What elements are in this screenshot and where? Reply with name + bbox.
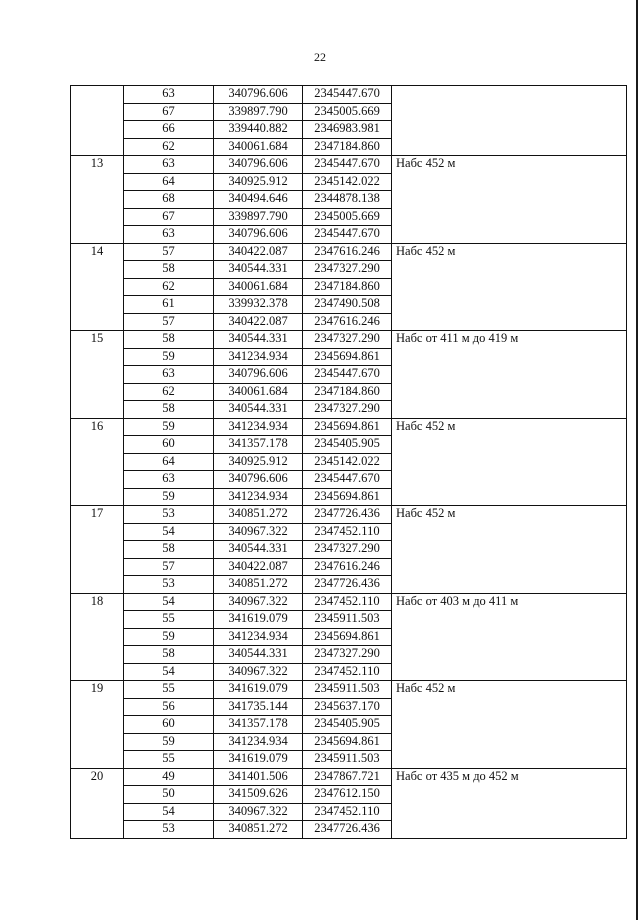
x-coordinate-cell: 340544.331 — [214, 541, 303, 559]
y-coordinate-cell: 2345005.669 — [303, 208, 392, 226]
x-coordinate-cell: 340796.606 — [214, 86, 303, 104]
x-coordinate-cell: 341619.079 — [214, 681, 303, 699]
y-coordinate-cell: 2347184.860 — [303, 138, 392, 156]
x-coordinate-cell: 339440.882 — [214, 121, 303, 139]
x-coordinate-cell: 340967.322 — [214, 593, 303, 611]
x-coordinate-cell: 340544.331 — [214, 331, 303, 349]
point-number-cell: 64 — [124, 453, 214, 471]
x-coordinate-cell: 340544.331 — [214, 646, 303, 664]
x-coordinate-cell: 340544.331 — [214, 261, 303, 279]
y-coordinate-cell: 2345005.669 — [303, 103, 392, 121]
section-number-cell — [71, 86, 124, 156]
y-coordinate-cell: 2347726.436 — [303, 821, 392, 839]
y-coordinate-cell: 2347452.110 — [303, 663, 392, 681]
coordinates-table — [70, 85, 627, 839]
y-coordinate-cell: 2345447.670 — [303, 471, 392, 489]
point-number-cell: 61 — [124, 296, 214, 314]
table-row — [71, 681, 627, 699]
y-coordinate-cell: 2347184.860 — [303, 278, 392, 296]
y-coordinate-cell: 2347184.860 — [303, 383, 392, 401]
point-number-cell: 54 — [124, 803, 214, 821]
y-coordinate-cell: 2345447.670 — [303, 226, 392, 244]
point-number-cell: 60 — [124, 436, 214, 454]
y-coordinate-cell: 2345405.905 — [303, 436, 392, 454]
x-coordinate-cell: 340422.087 — [214, 558, 303, 576]
x-coordinate-cell: 340967.322 — [214, 663, 303, 681]
section-number-cell: 14 — [71, 243, 124, 331]
point-number-cell: 63 — [124, 86, 214, 104]
point-number-cell: 60 — [124, 716, 214, 734]
section-number-cell: 15 — [71, 331, 124, 419]
y-coordinate-cell: 2345694.861 — [303, 348, 392, 366]
y-coordinate-cell: 2347867.721 — [303, 768, 392, 786]
y-coordinate-cell: 2347327.290 — [303, 261, 392, 279]
y-coordinate-cell: 2347327.290 — [303, 646, 392, 664]
table-row — [71, 243, 627, 261]
point-number-cell: 67 — [124, 103, 214, 121]
point-number-cell: 55 — [124, 751, 214, 769]
x-coordinate-cell: 340796.606 — [214, 471, 303, 489]
y-coordinate-cell: 2347726.436 — [303, 506, 392, 524]
x-coordinate-cell: 340796.606 — [214, 366, 303, 384]
point-number-cell: 63 — [124, 156, 214, 174]
x-coordinate-cell: 340967.322 — [214, 523, 303, 541]
x-coordinate-cell: 341619.079 — [214, 751, 303, 769]
x-coordinate-cell: 339932.378 — [214, 296, 303, 314]
section-number-cell: 13 — [71, 156, 124, 244]
x-coordinate-cell: 340925.912 — [214, 173, 303, 191]
height-note-cell — [392, 86, 627, 156]
point-number-cell: 59 — [124, 488, 214, 506]
x-coordinate-cell: 340061.684 — [214, 138, 303, 156]
x-coordinate-cell: 341234.934 — [214, 488, 303, 506]
height-note-cell: Набс 452 м — [392, 156, 627, 244]
y-coordinate-cell: 2345911.503 — [303, 681, 392, 699]
y-coordinate-cell: 2346983.981 — [303, 121, 392, 139]
point-number-cell: 64 — [124, 173, 214, 191]
section-number-cell: 20 — [71, 768, 124, 838]
y-coordinate-cell: 2345694.861 — [303, 418, 392, 436]
x-coordinate-cell: 340851.272 — [214, 576, 303, 594]
y-coordinate-cell: 2347490.508 — [303, 296, 392, 314]
x-coordinate-cell: 341234.934 — [214, 348, 303, 366]
point-number-cell: 58 — [124, 261, 214, 279]
y-coordinate-cell: 2345637.170 — [303, 698, 392, 716]
y-coordinate-cell: 2345694.861 — [303, 733, 392, 751]
point-number-cell: 58 — [124, 331, 214, 349]
x-coordinate-cell: 341735.144 — [214, 698, 303, 716]
point-number-cell: 63 — [124, 366, 214, 384]
x-coordinate-cell: 341619.079 — [214, 611, 303, 629]
point-number-cell: 62 — [124, 138, 214, 156]
section-number-cell: 17 — [71, 506, 124, 594]
table-row — [71, 593, 627, 611]
x-coordinate-cell: 340061.684 — [214, 383, 303, 401]
height-note-cell: Набс от 403 м до 411 м — [392, 593, 627, 681]
height-note-cell: Набс от 435 м до 452 м — [392, 768, 627, 838]
x-coordinate-cell: 341234.934 — [214, 418, 303, 436]
x-coordinate-cell: 341357.178 — [214, 716, 303, 734]
height-note-cell: Набс 452 м — [392, 506, 627, 594]
point-number-cell: 59 — [124, 733, 214, 751]
y-coordinate-cell: 2347327.290 — [303, 401, 392, 419]
point-number-cell: 53 — [124, 576, 214, 594]
page-number: 22 — [314, 50, 326, 64]
x-coordinate-cell: 340796.606 — [214, 156, 303, 174]
y-coordinate-cell: 2345911.503 — [303, 611, 392, 629]
point-number-cell: 57 — [124, 313, 214, 331]
point-number-cell: 57 — [124, 558, 214, 576]
x-coordinate-cell: 340925.912 — [214, 453, 303, 471]
point-number-cell: 58 — [124, 646, 214, 664]
x-coordinate-cell: 339897.790 — [214, 208, 303, 226]
y-coordinate-cell: 2347612.150 — [303, 786, 392, 804]
y-coordinate-cell: 2345694.861 — [303, 488, 392, 506]
table-row — [71, 418, 627, 436]
point-number-cell: 59 — [124, 418, 214, 436]
point-number-cell: 55 — [124, 681, 214, 699]
point-number-cell: 50 — [124, 786, 214, 804]
table-row — [71, 768, 627, 786]
height-note-cell: Набс 452 м — [392, 418, 627, 506]
y-coordinate-cell: 2344878.138 — [303, 191, 392, 209]
x-coordinate-cell: 340544.331 — [214, 401, 303, 419]
y-coordinate-cell: 2347616.246 — [303, 243, 392, 261]
y-coordinate-cell: 2347452.110 — [303, 803, 392, 821]
point-number-cell: 58 — [124, 401, 214, 419]
table-row — [71, 86, 627, 104]
table-row — [71, 506, 627, 524]
point-number-cell: 54 — [124, 593, 214, 611]
height-note-cell: Набс 452 м — [392, 243, 627, 331]
point-number-cell: 59 — [124, 628, 214, 646]
point-number-cell: 55 — [124, 611, 214, 629]
point-number-cell: 62 — [124, 383, 214, 401]
y-coordinate-cell: 2345447.670 — [303, 156, 392, 174]
x-coordinate-cell: 341234.934 — [214, 628, 303, 646]
point-number-cell: 67 — [124, 208, 214, 226]
page-edge — [636, 0, 638, 920]
table-row — [71, 331, 627, 349]
y-coordinate-cell: 2345447.670 — [303, 86, 392, 104]
y-coordinate-cell: 2345142.022 — [303, 173, 392, 191]
point-number-cell: 58 — [124, 541, 214, 559]
y-coordinate-cell: 2347616.246 — [303, 313, 392, 331]
point-number-cell: 66 — [124, 121, 214, 139]
x-coordinate-cell: 340851.272 — [214, 506, 303, 524]
point-number-cell: 54 — [124, 663, 214, 681]
y-coordinate-cell: 2345142.022 — [303, 453, 392, 471]
x-coordinate-cell: 340851.272 — [214, 821, 303, 839]
section-number-cell: 16 — [71, 418, 124, 506]
y-coordinate-cell: 2347616.246 — [303, 558, 392, 576]
point-number-cell: 53 — [124, 821, 214, 839]
point-number-cell: 53 — [124, 506, 214, 524]
section-number-cell: 18 — [71, 593, 124, 681]
table-row — [71, 156, 627, 174]
point-number-cell: 57 — [124, 243, 214, 261]
y-coordinate-cell: 2347327.290 — [303, 331, 392, 349]
y-coordinate-cell: 2345405.905 — [303, 716, 392, 734]
point-number-cell: 49 — [124, 768, 214, 786]
point-number-cell: 63 — [124, 471, 214, 489]
section-number-cell: 19 — [71, 681, 124, 769]
y-coordinate-cell: 2347327.290 — [303, 541, 392, 559]
y-coordinate-cell: 2345694.861 — [303, 628, 392, 646]
point-number-cell: 68 — [124, 191, 214, 209]
point-number-cell: 56 — [124, 698, 214, 716]
point-number-cell: 54 — [124, 523, 214, 541]
y-coordinate-cell: 2347726.436 — [303, 576, 392, 594]
x-coordinate-cell: 340422.087 — [214, 243, 303, 261]
x-coordinate-cell: 341234.934 — [214, 733, 303, 751]
height-note-cell: Набс от 411 м до 419 м — [392, 331, 627, 419]
point-number-cell: 59 — [124, 348, 214, 366]
y-coordinate-cell: 2347452.110 — [303, 523, 392, 541]
x-coordinate-cell: 340061.684 — [214, 278, 303, 296]
x-coordinate-cell: 341357.178 — [214, 436, 303, 454]
point-number-cell: 63 — [124, 226, 214, 244]
x-coordinate-cell: 340796.606 — [214, 226, 303, 244]
height-note-cell: Набс 452 м — [392, 681, 627, 769]
point-number-cell: 62 — [124, 278, 214, 296]
y-coordinate-cell: 2345447.670 — [303, 366, 392, 384]
x-coordinate-cell: 340494.646 — [214, 191, 303, 209]
x-coordinate-cell: 340967.322 — [214, 803, 303, 821]
y-coordinate-cell: 2347452.110 — [303, 593, 392, 611]
x-coordinate-cell: 339897.790 — [214, 103, 303, 121]
x-coordinate-cell: 341509.626 — [214, 786, 303, 804]
x-coordinate-cell: 341401.506 — [214, 768, 303, 786]
y-coordinate-cell: 2345911.503 — [303, 751, 392, 769]
x-coordinate-cell: 340422.087 — [214, 313, 303, 331]
